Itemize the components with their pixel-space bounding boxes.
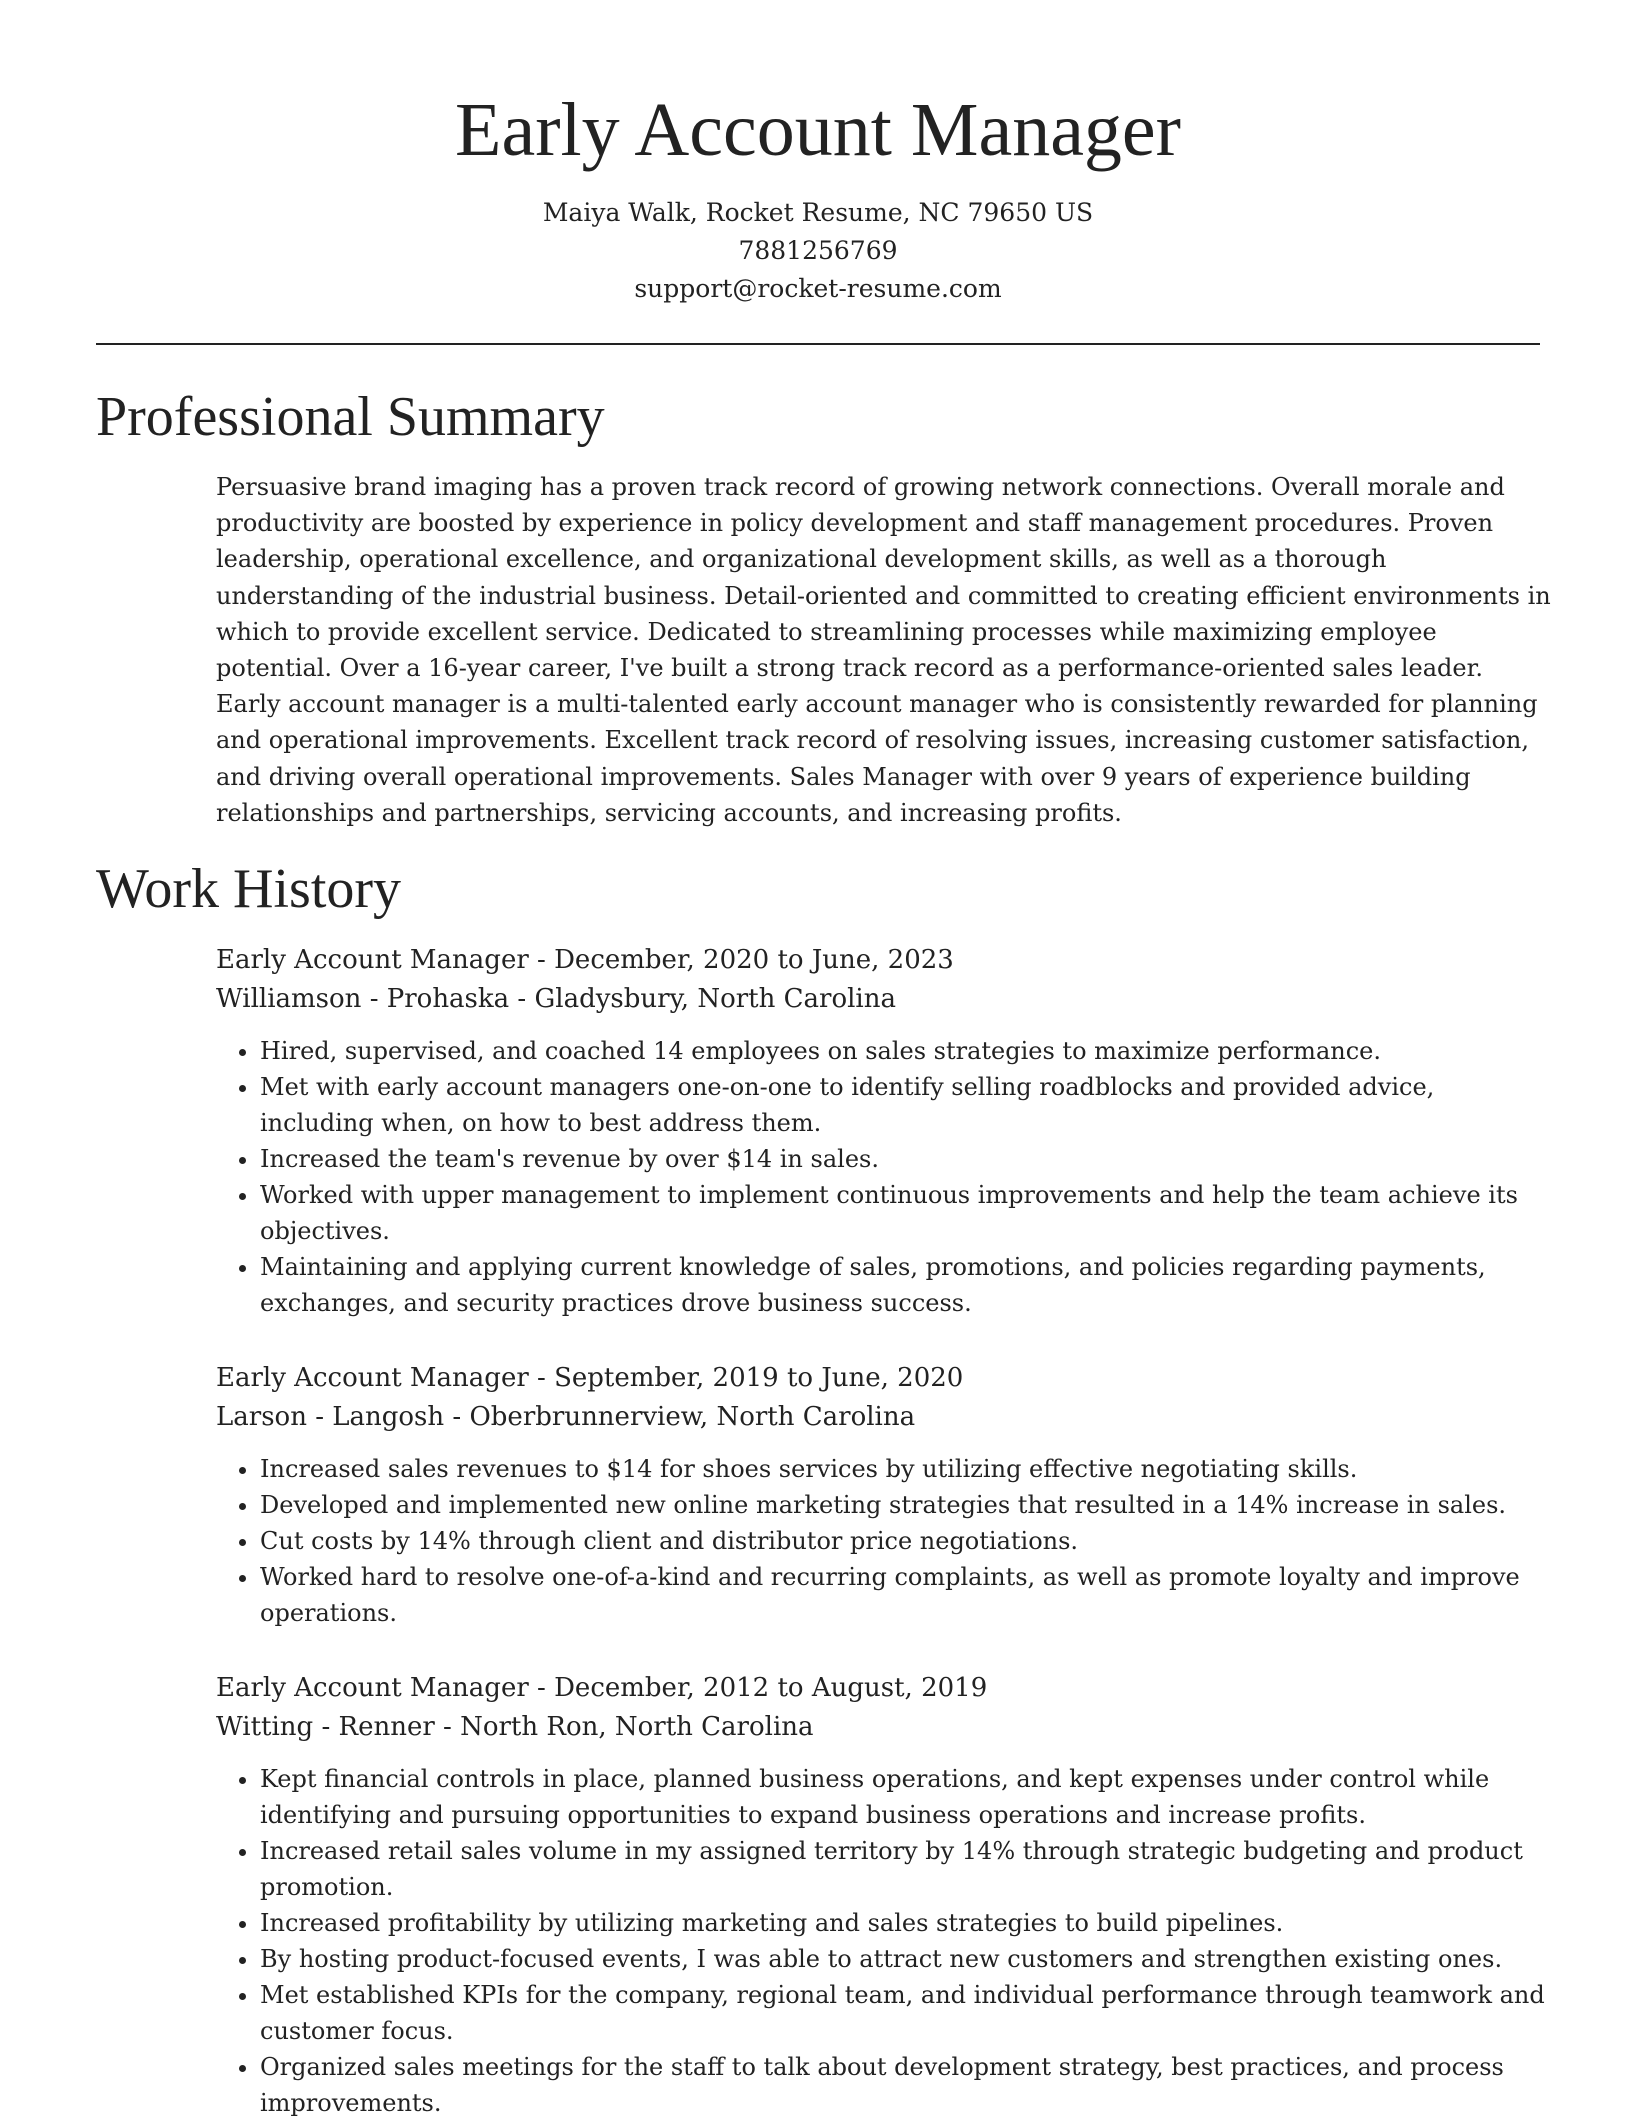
contact-phone: 7881256769 [738, 236, 898, 265]
job-bullets [216, 1451, 1546, 1631]
job-bullet: • Met established KPIs for the company, regional team, and individual performance through teamwork and customer focus. [260, 1977, 1546, 2049]
work-history-heading: Work History [96, 858, 402, 921]
job-dates: - September, 2019 to June, 2020 [528, 1363, 964, 1394]
job-bullet: • Increased the team's revenue by over $14 in sales. [260, 1141, 1546, 1177]
job-location: - Oberbrunnerview, North Carolina [444, 1402, 916, 1433]
job-title-line [216, 1359, 1546, 1398]
job-bullet: • Maintaining and applying current knowledge of sales, promotions, and policies regarding payments, exchanges, and security practices drove business success. [260, 1249, 1546, 1321]
job-bullet: • Cut costs by 14% through client and distributor price negotiations. [260, 1523, 1546, 1559]
job-bullet: • Increased retail sales volume in my assigned territory by 14% through strategic budgeting and product promotion. [260, 1833, 1546, 1905]
job-role: Early Account Manager [216, 1673, 529, 1704]
job-company: Witting - Renner [216, 1712, 435, 1743]
contact-block [96, 194, 1540, 308]
job-bullet: • Increased sales revenues to $14 for shoes services by utilizing effective negotiating skills. [260, 1451, 1546, 1487]
job-company-line [216, 1398, 1546, 1437]
job-entry [216, 1669, 1546, 2121]
job-dates: - December, 2020 to June, 2023 [528, 945, 954, 976]
job-bullet: • Developed and implemented new online marketing strategies that resulted in a 14% increase in sales. [260, 1487, 1546, 1523]
resume-header [96, 0, 1540, 308]
job-role: Early Account Manager [216, 1363, 529, 1394]
job-company: Williamson - Prohaska [216, 984, 510, 1015]
job-company: Larson - Langosh [216, 1402, 445, 1433]
job-entry [216, 1359, 1546, 1631]
job-role: Early Account Manager [216, 945, 529, 976]
job-bullet: • Increased profitability by utilizing marketing and sales strategies to build pipelines. [260, 1905, 1546, 1941]
header-divider [96, 343, 1540, 345]
resume-title: Early Account Manager [455, 88, 1181, 172]
job-bullet: • Met with early account managers one-on-one to identify selling roadblocks and provided advice, including when, on how to best address them. [260, 1069, 1546, 1141]
job-bullet: • By hosting product-focused events, I was able to attract new customers and strengthen existing ones. [260, 1941, 1546, 1977]
summary-heading: Professional Summary [96, 386, 605, 448]
job-bullet: • Worked with upper management to implement continuous improvements and help the team achieve its objectives. [260, 1177, 1546, 1249]
resume-page [96, 0, 1551, 2121]
job-company-line [216, 1708, 1546, 1747]
contact-email: support@rocket-resume.com [634, 274, 1002, 303]
job-bullets [216, 1033, 1546, 1321]
job-bullet: • Organized sales meetings for the staff to talk about development strategy, best practices, and process improvements. [260, 2049, 1546, 2121]
job-bullets [216, 1761, 1546, 2121]
contact-address: Maiya Walk, Rocket Resume, NC 79650 US [542, 198, 1094, 227]
summary-text: Persuasive brand imaging has a proven track record of growing network connections. Overall morale and productivity are boosted by experience in policy development and staff management procedures. Proven leadership, operational excellence, and organizational development skills, as well as a thorough understanding of the industrial business. Detail-oriented and committed to creating efficient environments in which to provide excellent service. Dedicated to streamlining processes while maximizing employee potential. Over a 16-year career, I've built a strong track record as a performance-oriented sales leader. Early account manager is a multi-talented early account manager who is consistently rewarded for planning and operational improvements. Excellent track record of resolving issues, increasing customer satisfaction, and driving overall operational improvements. Sales Manager with over 9 years of experience building relationships and partnerships, servicing accounts, and increasing profits. [216, 473, 1551, 827]
job-bullet: • Hired, supervised, and coached 14 employees on sales strategies to maximize performance. [260, 1033, 1546, 1069]
job-company-line [216, 980, 1546, 1019]
job-location: - North Ron, North Carolina [434, 1712, 814, 1743]
job-dates: - December, 2012 to August, 2019 [528, 1673, 988, 1704]
job-bullet: • Kept financial controls in place, planned business operations, and kept expenses under control while identifying and pursuing opportunities to expand business operations and increase profits. [260, 1761, 1546, 1833]
job-title-line [216, 941, 1546, 980]
job-entry [216, 941, 1546, 1321]
job-location: - Gladysbury, North Carolina [509, 984, 896, 1015]
work-history-list [216, 941, 1546, 2121]
job-title-line [216, 1669, 1546, 1708]
job-bullet: • Worked hard to resolve one-of-a-kind and recurring complaints, as well as promote loyalty and improve operations. [260, 1559, 1546, 1631]
